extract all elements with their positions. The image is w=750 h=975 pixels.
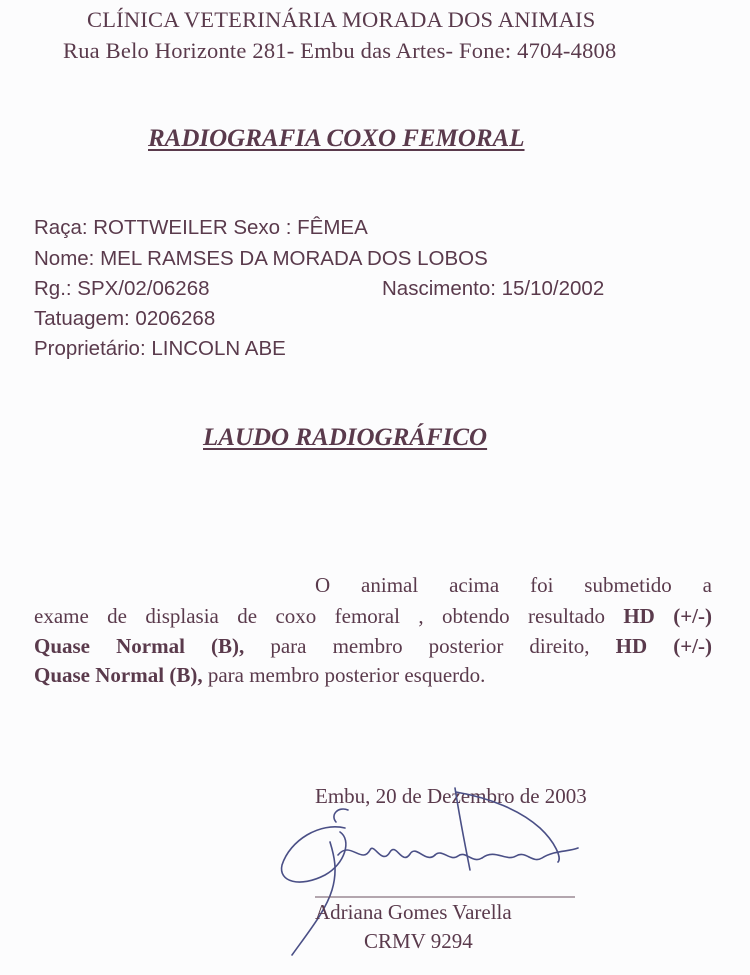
- patient-tattoo: Tatuagem: 0206268: [34, 307, 216, 330]
- grade-left: Quase Normal (B),: [34, 663, 203, 687]
- hd-result-left: HD (+/-): [615, 633, 712, 658]
- report-line-2: [34, 602, 712, 632]
- report-paragraph: [34, 602, 712, 691]
- report-line-1-text: O animal acima foi submetido a: [315, 573, 712, 597]
- place-date: Embu, 20 de Dezembro de 2003: [315, 784, 587, 808]
- report-line-3-text: para membro posterior direito,: [244, 633, 616, 658]
- report-line-2-text: exame de displasia de coxo femoral , obtendo resultado: [34, 604, 624, 628]
- exam-title: RADIOGRAFIA COXO FEMORAL: [148, 125, 525, 152]
- patient-name: Nome: MEL RAMSES DA MORADA DOS LOBOS: [34, 247, 488, 270]
- patient-owner: Proprietário: LINCOLN ABE: [34, 337, 286, 360]
- patient-birth: Nascimento: 15/10/2002: [382, 277, 605, 300]
- report-line-3: [34, 632, 712, 662]
- clinic-name: CLÍNICA VETERINÁRIA MORADA DOS ANIMAIS: [87, 7, 596, 32]
- clinic-address: Rua Belo Horizonte 281- Embu das Artes- Fone: 4704-4808: [63, 38, 617, 63]
- report-title: LAUDO RADIOGRÁFICO: [203, 424, 488, 451]
- signer-name: Adriana Gomes Varella: [315, 900, 512, 924]
- hd-result-right: HD (+/-): [623, 604, 713, 628]
- report-line-4-text: para membro posterior esquerdo.: [202, 663, 486, 687]
- report-line-4: [34, 661, 712, 691]
- signer-crmv: CRMV 9294: [364, 929, 473, 953]
- patient-rg: Rg.: SPX/02/06268: [34, 277, 210, 300]
- grade-right: Quase Normal (B),: [34, 633, 245, 658]
- patient-race-sex: Raça: ROTTWEILER Sexo : FÊMEA: [34, 216, 368, 239]
- report-line-1: [315, 573, 712, 598]
